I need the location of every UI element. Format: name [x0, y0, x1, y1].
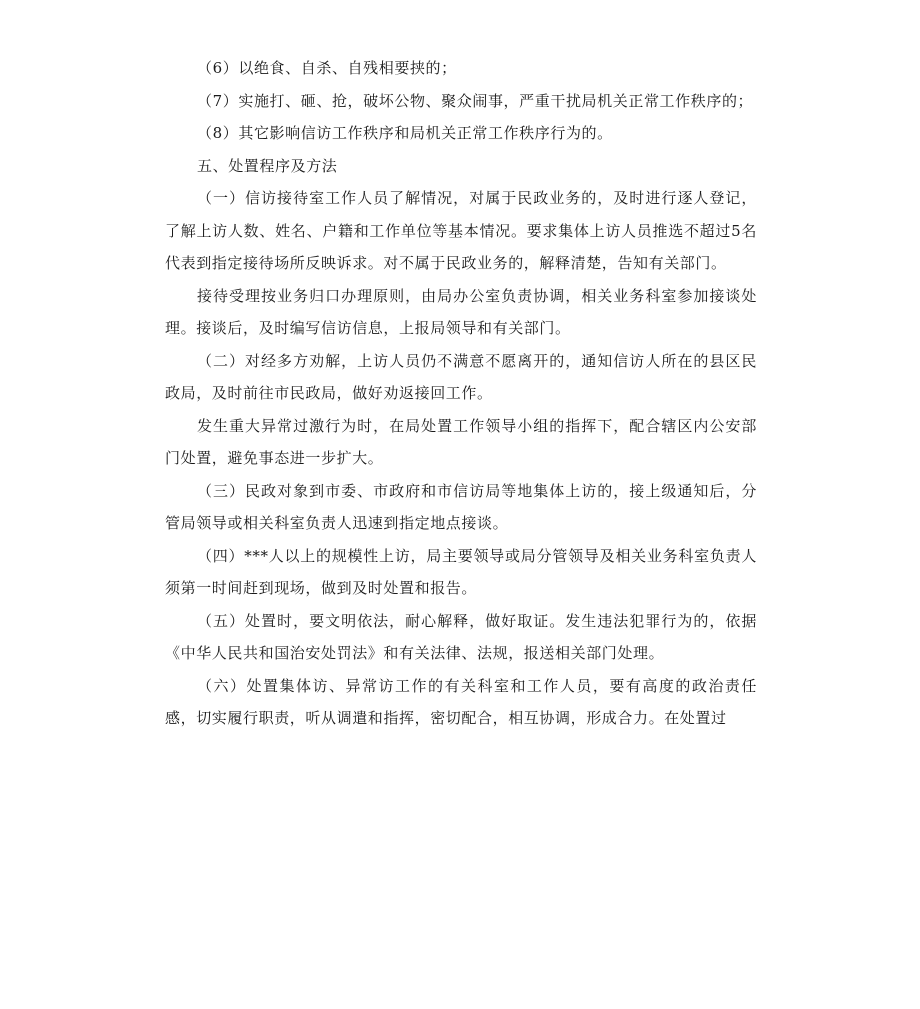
paragraph-step-6: （六）处置集体访、异常访工作的有关科室和工作人员，要有高度的政治责任感，切实履行职责，听从调遣和指挥，密切配合，相互协调，形成合力。在处置过: [165, 676, 757, 727]
section-heading: 五、处置程序及方法: [197, 156, 338, 175]
paragraph-reception: 接待受理按业务归口办理原则，由局办公室负责协调，相关业务科室参加接谈处理。接谈后，及时编写信访信息，上报局领导和有关部门。: [165, 286, 757, 337]
document-body: [165, 52, 757, 735]
paragraph-step-5: （五）处置时，要文明依法，耐心解释，做好取证。发生违法犯罪行为的，依据《中华人民共和国治安处罚法》和有关法律、法规，报送相关部门处理。: [165, 611, 757, 662]
paragraph-item-6: （6）以绝食、自杀、自残相要挟的；: [197, 59, 457, 77]
paragraph-step-2: （二）对经多方劝解，上访人员仍不满意不愿离开的，通知信访人所在的县区民政局，及时前往市民政局，做好劝返接回工作。: [165, 351, 757, 402]
paragraph-item-7: （7）实施打、砸、抢，破坏公物、聚众闹事，严重干扰局机关正常工作秩序的；: [197, 91, 754, 110]
paragraph-item-8: （8）其它影响信访工作秩序和局机关正常工作秩序行为的。: [197, 124, 613, 142]
paragraph-step-3: （三）民政对象到市委、市政府和市信访局等地集体上访的，接上级通知后，分管局领导或相关科室负责人迅速到指定地点接谈。: [165, 481, 757, 532]
paragraph-step-4: （四）***人以上的规模性上访，局主要领导或局分管领导及相关业务科室负责人须第一时间赶到现场，做到及时处置和报告。: [165, 546, 757, 597]
paragraph-emergency: 发生重大异常过激行为时，在局处置工作领导小组的指挥下，配合辖区内公安部门处置，避免事态进一步扩大。: [165, 416, 757, 467]
paragraph-step-1: （一）信访接待室工作人员了解情况，对属于民政业务的，及时进行逐人登记，了解上访人数、姓名、户籍和工作单位等基本情况。要求集体上访人员推选不超过5名代表到指定接待场所反映诉求。对不属于民政业务的，解释清楚，告知有关部门。: [165, 189, 757, 272]
